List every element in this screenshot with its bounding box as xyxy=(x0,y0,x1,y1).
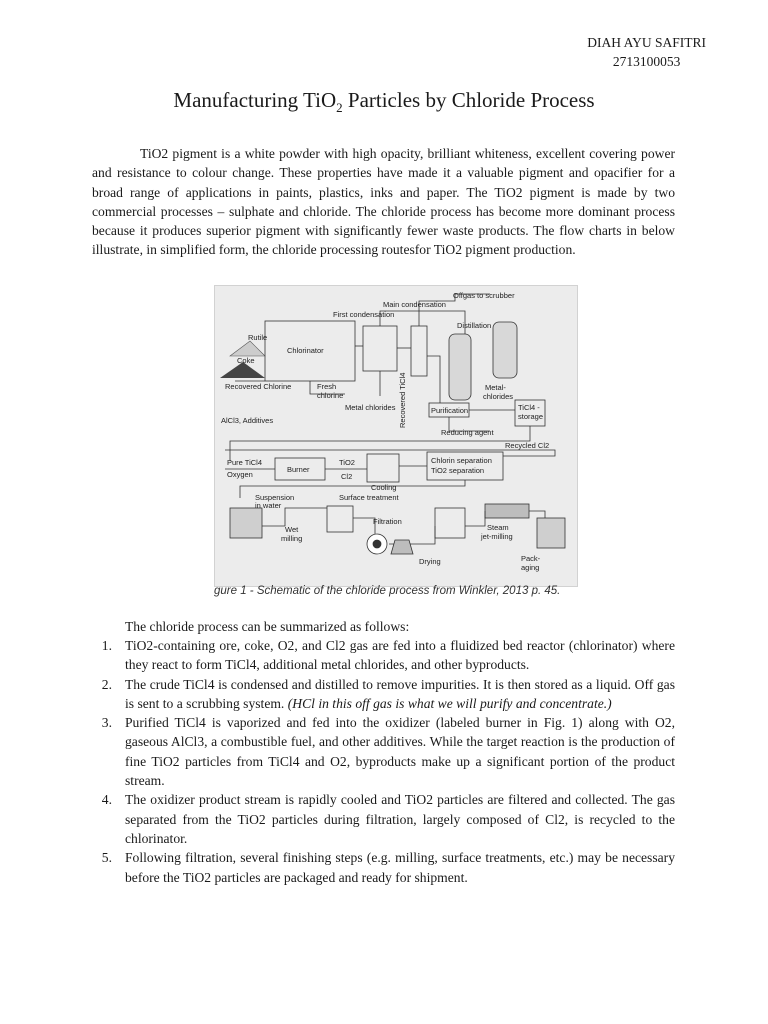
summary-intro: The chloride process can be summarized as follows: xyxy=(125,619,410,634)
label-wet-milling-1: Wet xyxy=(285,525,299,534)
label-ticl4-storage-2: storage xyxy=(518,412,544,421)
label-recovered-ticl4: Recovered TiCl4 xyxy=(398,372,407,428)
dryer-box xyxy=(435,508,465,538)
step-number: 5. xyxy=(101,850,112,866)
process-step-4 xyxy=(92,790,675,848)
label-distillation: Distillation xyxy=(457,321,492,330)
label-steam-2: jet-milling xyxy=(481,532,513,541)
label-suspension-1: Suspension xyxy=(255,493,295,502)
title-prefix: Manufacturing TiO xyxy=(173,88,337,112)
figure-caption: gure 1 - Schematic of the chloride process from Winkler, 2013 p. 45. xyxy=(214,585,561,597)
label-steam-1: Steam xyxy=(487,523,509,532)
label-wet-milling-2: milling xyxy=(281,534,303,543)
step-text: Following filtration, several finishing steps (e.g. milling, surface treatments, etc.) may be necessary before the TiO2 particles are packaged and ready for shipment. xyxy=(125,850,675,885)
label-fresh-chlorine-2: chlorine xyxy=(317,391,344,400)
label-chlorin-separation: Chlorin separation xyxy=(431,456,492,465)
step-number: 4. xyxy=(101,792,112,808)
label-tio2: TiO2 xyxy=(339,458,355,467)
label-coke: Coke xyxy=(237,356,255,365)
label-first-condensation: First condensation xyxy=(333,310,395,319)
step-number: 1. xyxy=(101,638,112,653)
label-cl2: Cl2 xyxy=(341,472,353,481)
main-condenser-box xyxy=(411,326,427,376)
step-note: (HCl in this off gas is what we will purify and concentrate.) xyxy=(287,695,612,711)
step-number: 3. xyxy=(101,715,112,731)
label-cooling: Cooling xyxy=(371,483,397,492)
process-flow-diagram xyxy=(214,285,578,587)
process-step-2 xyxy=(92,675,675,714)
label-metal-chlorides: Metal chlorides xyxy=(345,403,396,412)
packaging-silo xyxy=(537,518,565,548)
step-number: 2. xyxy=(101,676,112,692)
step-text: The oxidizer product stream is rapidly cooled and TiO2 particles are filtered and collected. The gas separated from the TiO2 particles during filtration, largely composed of Cl2, is recycled to the chlorinator. xyxy=(125,792,675,846)
surface-treatment-tank xyxy=(327,506,353,532)
author-name: DIAH AYU SAFITRI xyxy=(587,35,706,50)
step-text: Purified TiCl4 is vaporized and fed into the oxidizer (labeled burner in Fig. 1) along with O2, gaseous AlCl3, a combustible fuel, and other additives. While the target reaction is the production of fine TiO2 particles from TiCl4 and O2, byproducts make up a significant portion of the product stream. xyxy=(125,715,675,789)
author-block xyxy=(587,33,706,71)
rutile-pile xyxy=(230,341,265,356)
label-burner: Burner xyxy=(287,465,310,474)
step-text: TiO2-containing ore, coke, O2, and Cl2 gas are fed into a fluidized bed reactor (chlorinator) where they react to form TiCl4, additional metal chlorides, and other byproducts. xyxy=(125,638,675,673)
flow-diagram-svg xyxy=(215,286,577,586)
label-metal-chlorides-2b: chlorides xyxy=(483,392,514,401)
label-tio2-separation: TiO2 separation xyxy=(431,466,485,475)
title-subscript: 2 xyxy=(336,100,343,116)
page-title xyxy=(0,88,768,116)
title-suffix: Particles by Chloride Process xyxy=(342,88,595,112)
steam-jet-mill xyxy=(485,504,529,518)
distillation-column-2 xyxy=(493,322,517,378)
label-surface-treatment: Surface treatment xyxy=(339,493,399,502)
label-alcl3-additives: AlCl3, Additives xyxy=(221,416,274,425)
process-step-1 xyxy=(92,636,675,675)
process-steps-list xyxy=(92,636,675,887)
process-step-3 xyxy=(92,713,675,790)
process-step-5 xyxy=(92,848,675,887)
label-filtration: Filtration xyxy=(373,517,402,526)
suspension-tank xyxy=(230,508,262,538)
label-recycled-cl2: Recycled Cl2 xyxy=(505,441,550,450)
label-pack-2: aging xyxy=(521,563,540,572)
label-recovered-chlorine: Recovered Chlorine xyxy=(225,382,292,391)
label-oxygen: Oxygen xyxy=(227,470,253,479)
label-ticl4-storage-1: TiCl4 - xyxy=(518,403,540,412)
cooling-box xyxy=(367,454,399,482)
label-offgas: Offgas to scrubber xyxy=(453,291,515,300)
first-condenser-box xyxy=(363,326,397,371)
label-main-condensation: Main condensation xyxy=(383,300,446,309)
label-suspension-2: in water xyxy=(255,501,282,510)
label-chlorinator: Chlorinator xyxy=(287,346,324,355)
label-fresh-chlorine-1: Fresh xyxy=(317,382,337,391)
student-id: 2713100053 xyxy=(612,54,681,69)
label-drying: Drying xyxy=(419,557,441,566)
intro-paragraph: TiO2 pigment is a white powder with high opacity, brilliant whiteness, excellent covering power and resistance to colour change. These properties have made it a valuable pigment and opacifier for a broad range of applications in paints, plastics, inks and paper. The TiO2 pigment is made by two commercial processes – sulphate and chloride. The chloride process has become more dominant process because it produces superior pigment with significantly fewer waste products. The flow charts in below illustrate, in simplified form, the chloride processing routesfor TiO2 pigment production. xyxy=(92,146,675,258)
distillation-column-1 xyxy=(449,334,471,400)
label-reducing-agent: Reducing agent xyxy=(441,428,494,437)
label-pure-ticl4: Pure TiCl4 xyxy=(227,458,263,467)
label-metal-chlorides-2a: Metal- xyxy=(485,383,506,392)
label-rutile: Rutile xyxy=(248,333,268,342)
step-text: The crude TiCl4 is condensed and distilled to remove impurities. It is then stored as a liquid. Off gas is sent to a scrubbing system. xyxy=(125,676,675,711)
label-pack-1: Pack- xyxy=(521,554,541,563)
label-purification: Purification xyxy=(431,406,469,415)
